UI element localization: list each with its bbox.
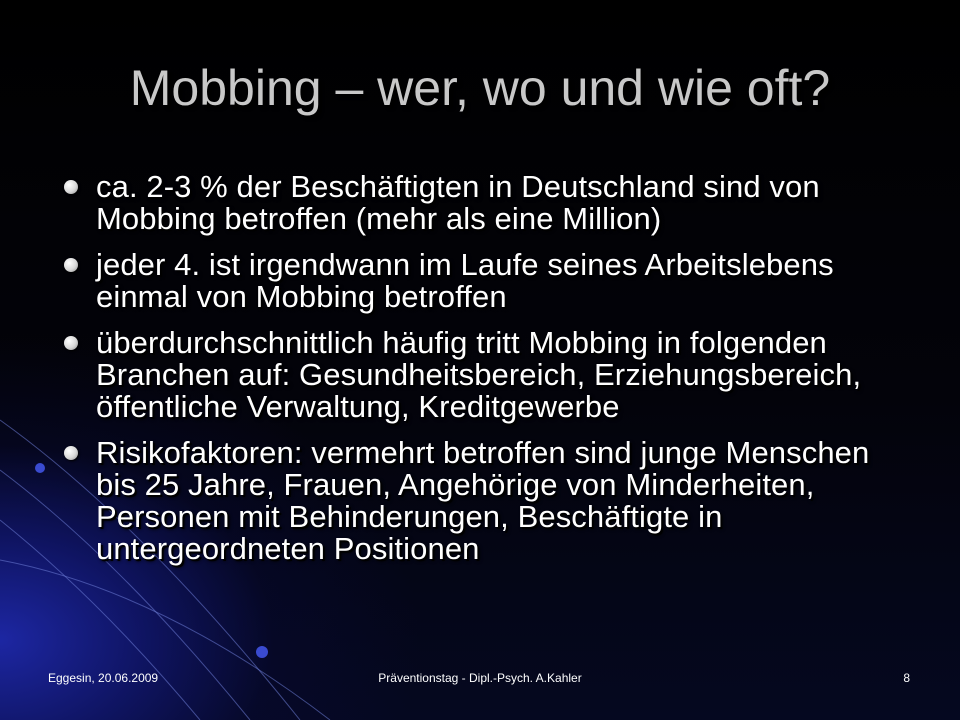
- bullet-text: ca. 2-3 % der Beschäftigten in Deutschland sind von Mobbing betroffen (mehr als eine Million): [96, 169, 820, 236]
- footer-presenter: Präventionstag - Dipl.-Psych. A.Kahler: [378, 671, 582, 685]
- bullet-icon: [64, 180, 78, 194]
- footer-page-number: 8: [903, 671, 910, 685]
- bullet-item: [64, 249, 914, 313]
- decor-dot: [256, 646, 268, 658]
- bullet-item: [64, 171, 914, 235]
- bullet-icon: [64, 446, 78, 460]
- bullet-icon: [64, 336, 78, 350]
- bullet-text: überdurchschnittlich häufig tritt Mobbing in folgenden Branchen auf: Gesundheitsbereich, Erziehungsbereich, öffentliche Verwaltung, Kreditgewerbe: [96, 325, 862, 424]
- bullet-text: jeder 4. ist irgendwann im Laufe seines Arbeitslebens einmal von Mobbing betroffen: [96, 247, 834, 314]
- slide-title: Mobbing – wer, wo und wie oft?: [129, 60, 831, 116]
- bullet-list: [64, 171, 914, 579]
- bullet-text: Risikofaktoren: vermehrt betroffen sind junge Menschen bis 25 Jahre, Frauen, Angehörige von Minderheiten, Personen mit Behinderungen, Beschäftigte in untergeordneten Positionen: [96, 435, 870, 566]
- bullet-item: [64, 437, 914, 565]
- footer-date-location: Eggesin, 20.06.2009: [48, 671, 159, 685]
- bullet-item: [64, 327, 914, 423]
- bullet-icon: [64, 258, 78, 272]
- decor-dot: [35, 463, 45, 473]
